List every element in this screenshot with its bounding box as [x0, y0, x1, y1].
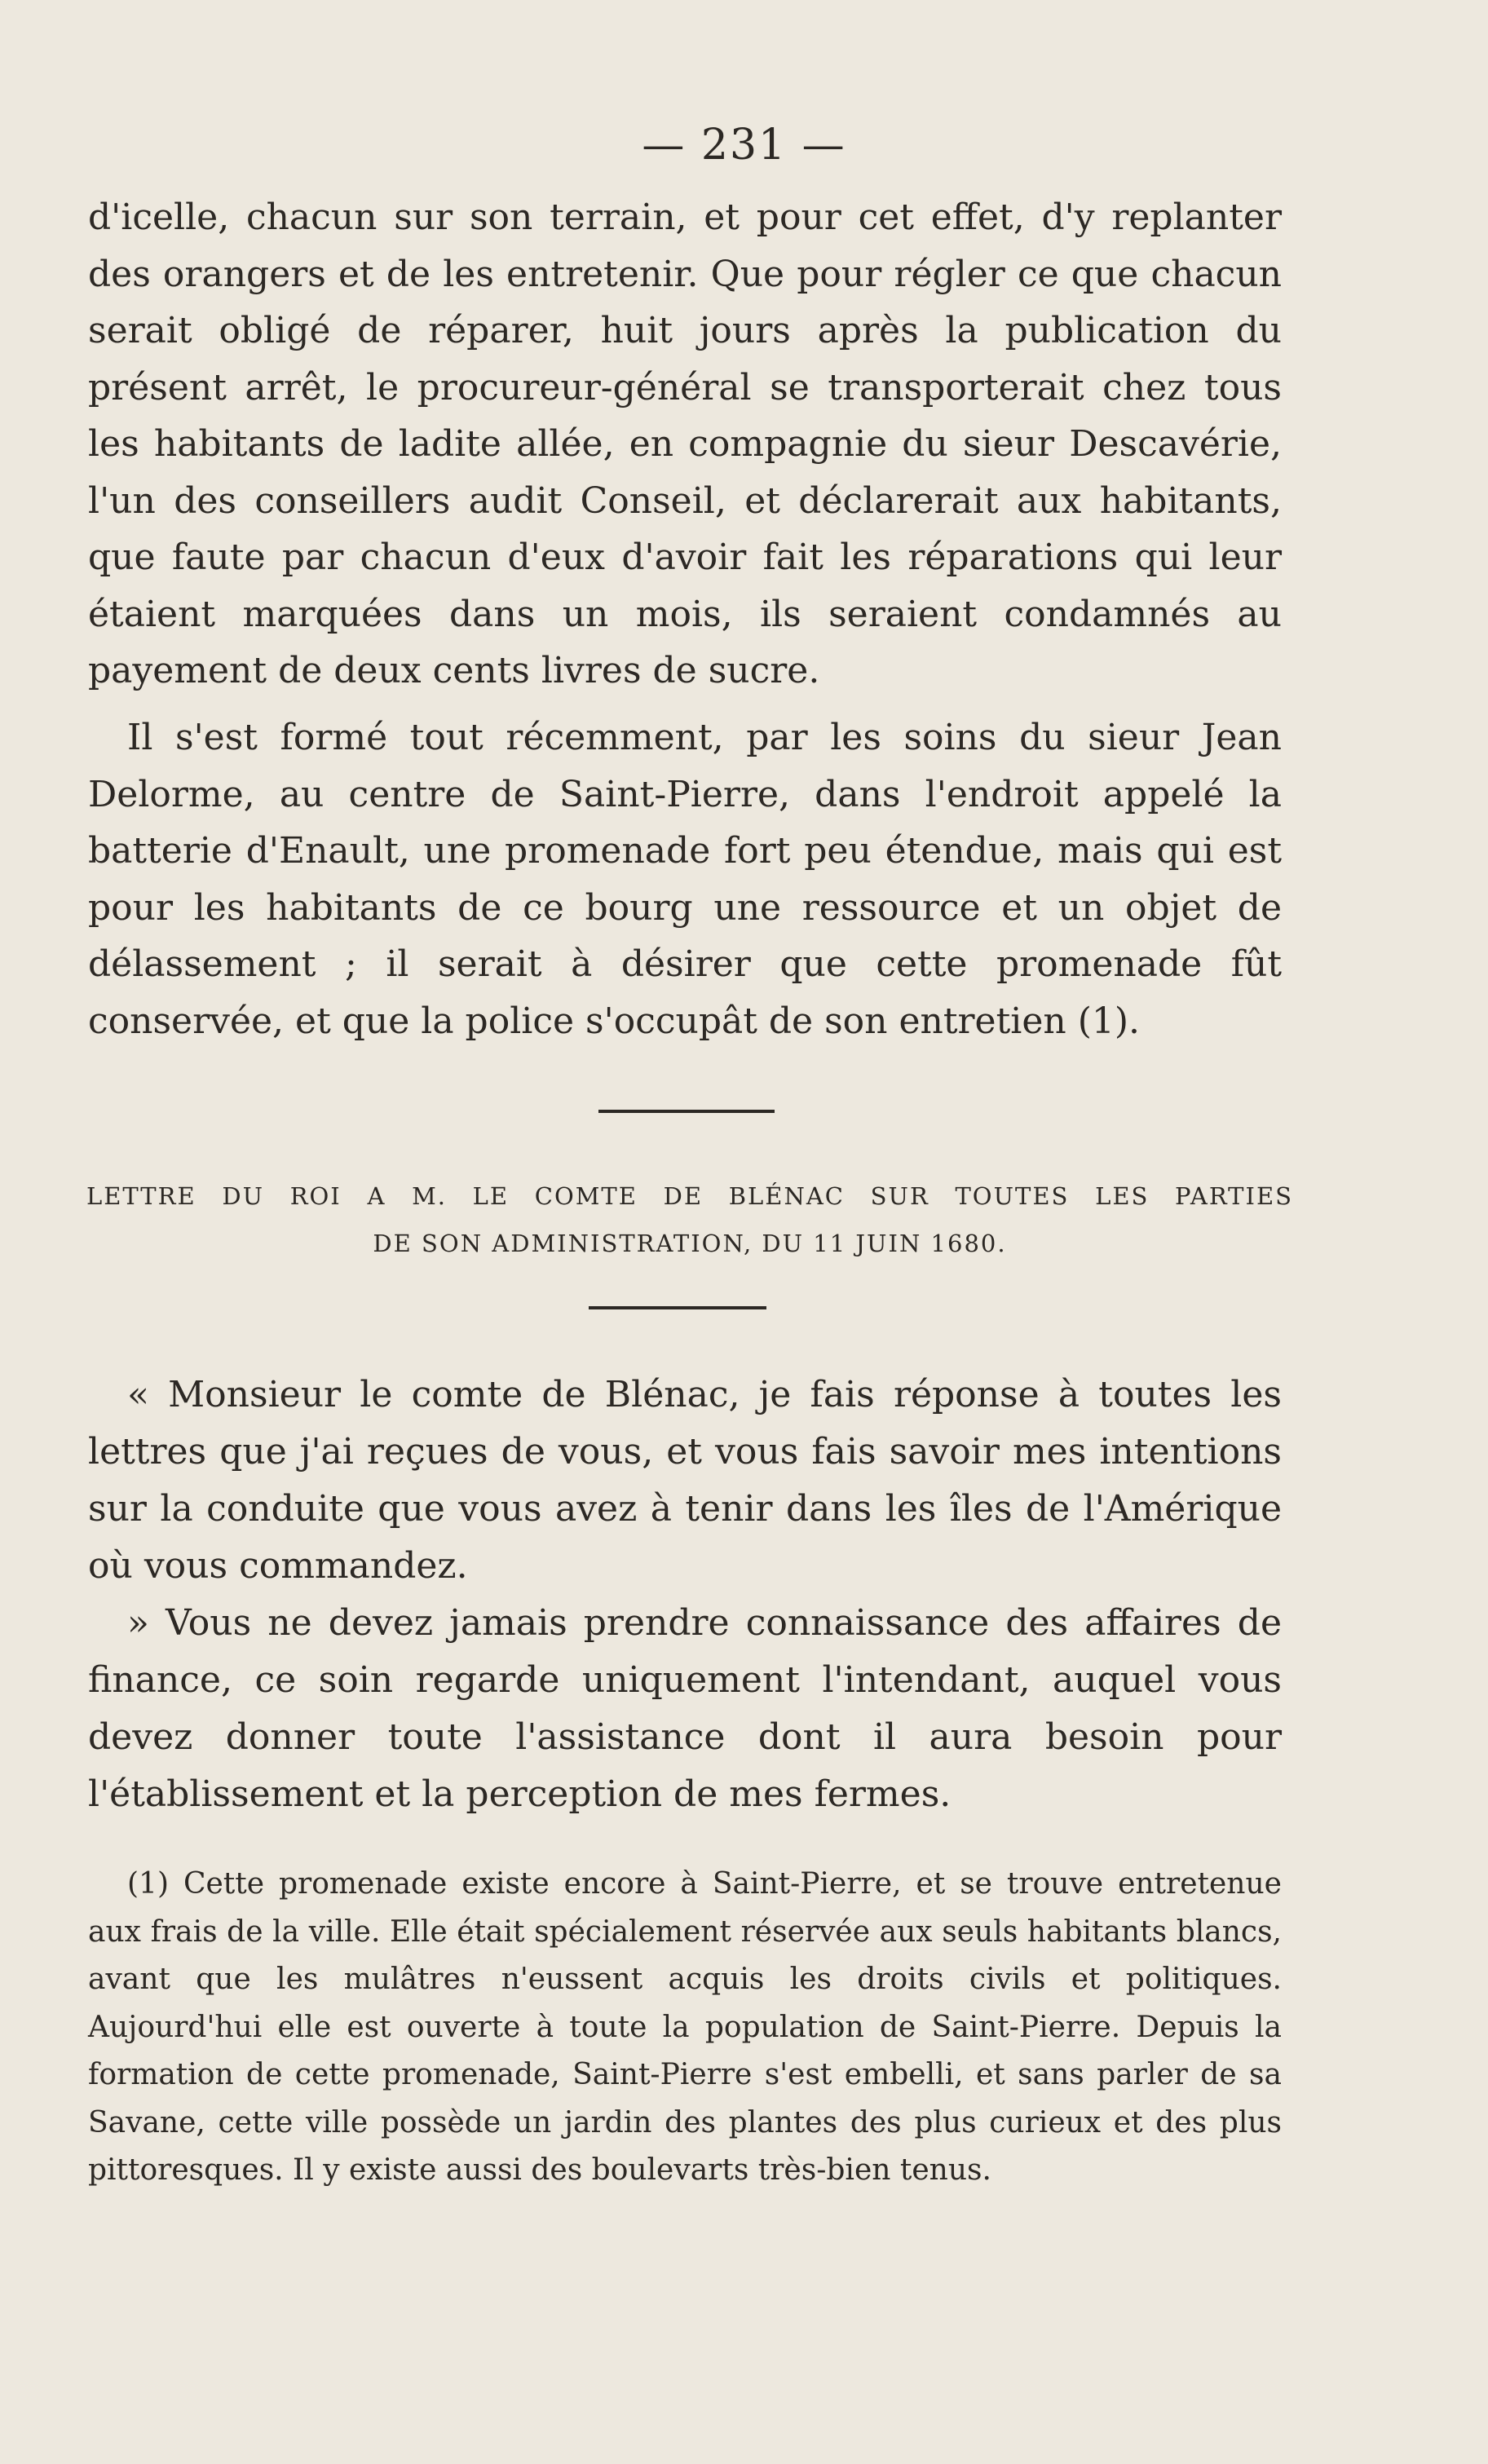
paragraph-text: Il s'est formé tout récemment, par les soins du sieur Jean Delorme, au centre de Saint-Pierre, dans l'endroit appelé la batterie d'Enault, une promenade fort peu étendue, mais qui est pour les habitants de ce bourg une ressource et un objet de délassement ; il serait à désirer que cette promenade fût conservée, et que la police s'occupât de son entretien (1). [88, 717, 1282, 1042]
heading-line-1: LETTRE DU ROI A M. LE COMTE DE BLÉNAC SUR TOUTES LES PARTIES [86, 1182, 1293, 1210]
footnote-text: (1) Cette promenade existe encore à Saint-Pierre, et se trouve entretenue aux frais de la ville. Elle était spécialement réservée aux seuls habitants blancs, avant que les mulâtres n'eussent acquis les droits civils et politiques. Aujourd'hui elle est ouverte à toute la population de Saint-Pierre. Depuis la formation de cette promenade, Saint-Pierre s'est embelli, et sans parler de sa Savane, cette ville possède un jardin des plantes des plus curieux et des plus pittoresques. Il y existe aussi des boulevarts très-bien tenus. [88, 1867, 1282, 2187]
footnote [88, 1861, 1282, 2195]
page-number: — 231 — [642, 121, 846, 170]
section-divider-top [598, 1110, 775, 1113]
royal-letter [88, 1367, 1282, 1823]
letter-paragraph: » Vous ne devez jamais prendre connaissance des affaires de finance, ce soin regarde uniquement l'intendant, auquel vous devez donner toute l'assistance dont il aura besoin pour l'établissement et la perception de mes fermes. [88, 1602, 1282, 1815]
section-heading [86, 1172, 1293, 1267]
letter-paragraph: « Monsieur le comte de Blénac, je fais réponse à toutes les lettres que j'ai reçues de vous, et vous fais savoir mes intentions sur la conduite que vous avez à tenir dans les îles de l'Amérique où vous commandez. [88, 1374, 1282, 1587]
section-divider-bottom [589, 1306, 766, 1309]
body-paragraph-promenade [88, 709, 1282, 1049]
heading-line-2: DE SON ADMINISTRATION, DU 11 JUIN 1680. [373, 1230, 1007, 1257]
body-paragraph-allee [88, 189, 1282, 700]
paragraph-text: d'icelle, chacun sur son terrain, et pour cet effet, d'y replanter des orangers et de les entretenir. Que pour régler ce que chacun serait obligé de réparer, huit jours après la publication du présent arrêt, le procureur-général se transporterait chez tous les habitants de ladite allée, en compagnie du sieur Descavérie, l'un des conseillers audit Conseil, et déclarerait aux habitants, que faute par chacun d'eux d'avoir fait les réparations qui leur étaient marquées dans un mois, ils seraient condamnés au payement de deux cents livres de sucre. [88, 197, 1282, 691]
